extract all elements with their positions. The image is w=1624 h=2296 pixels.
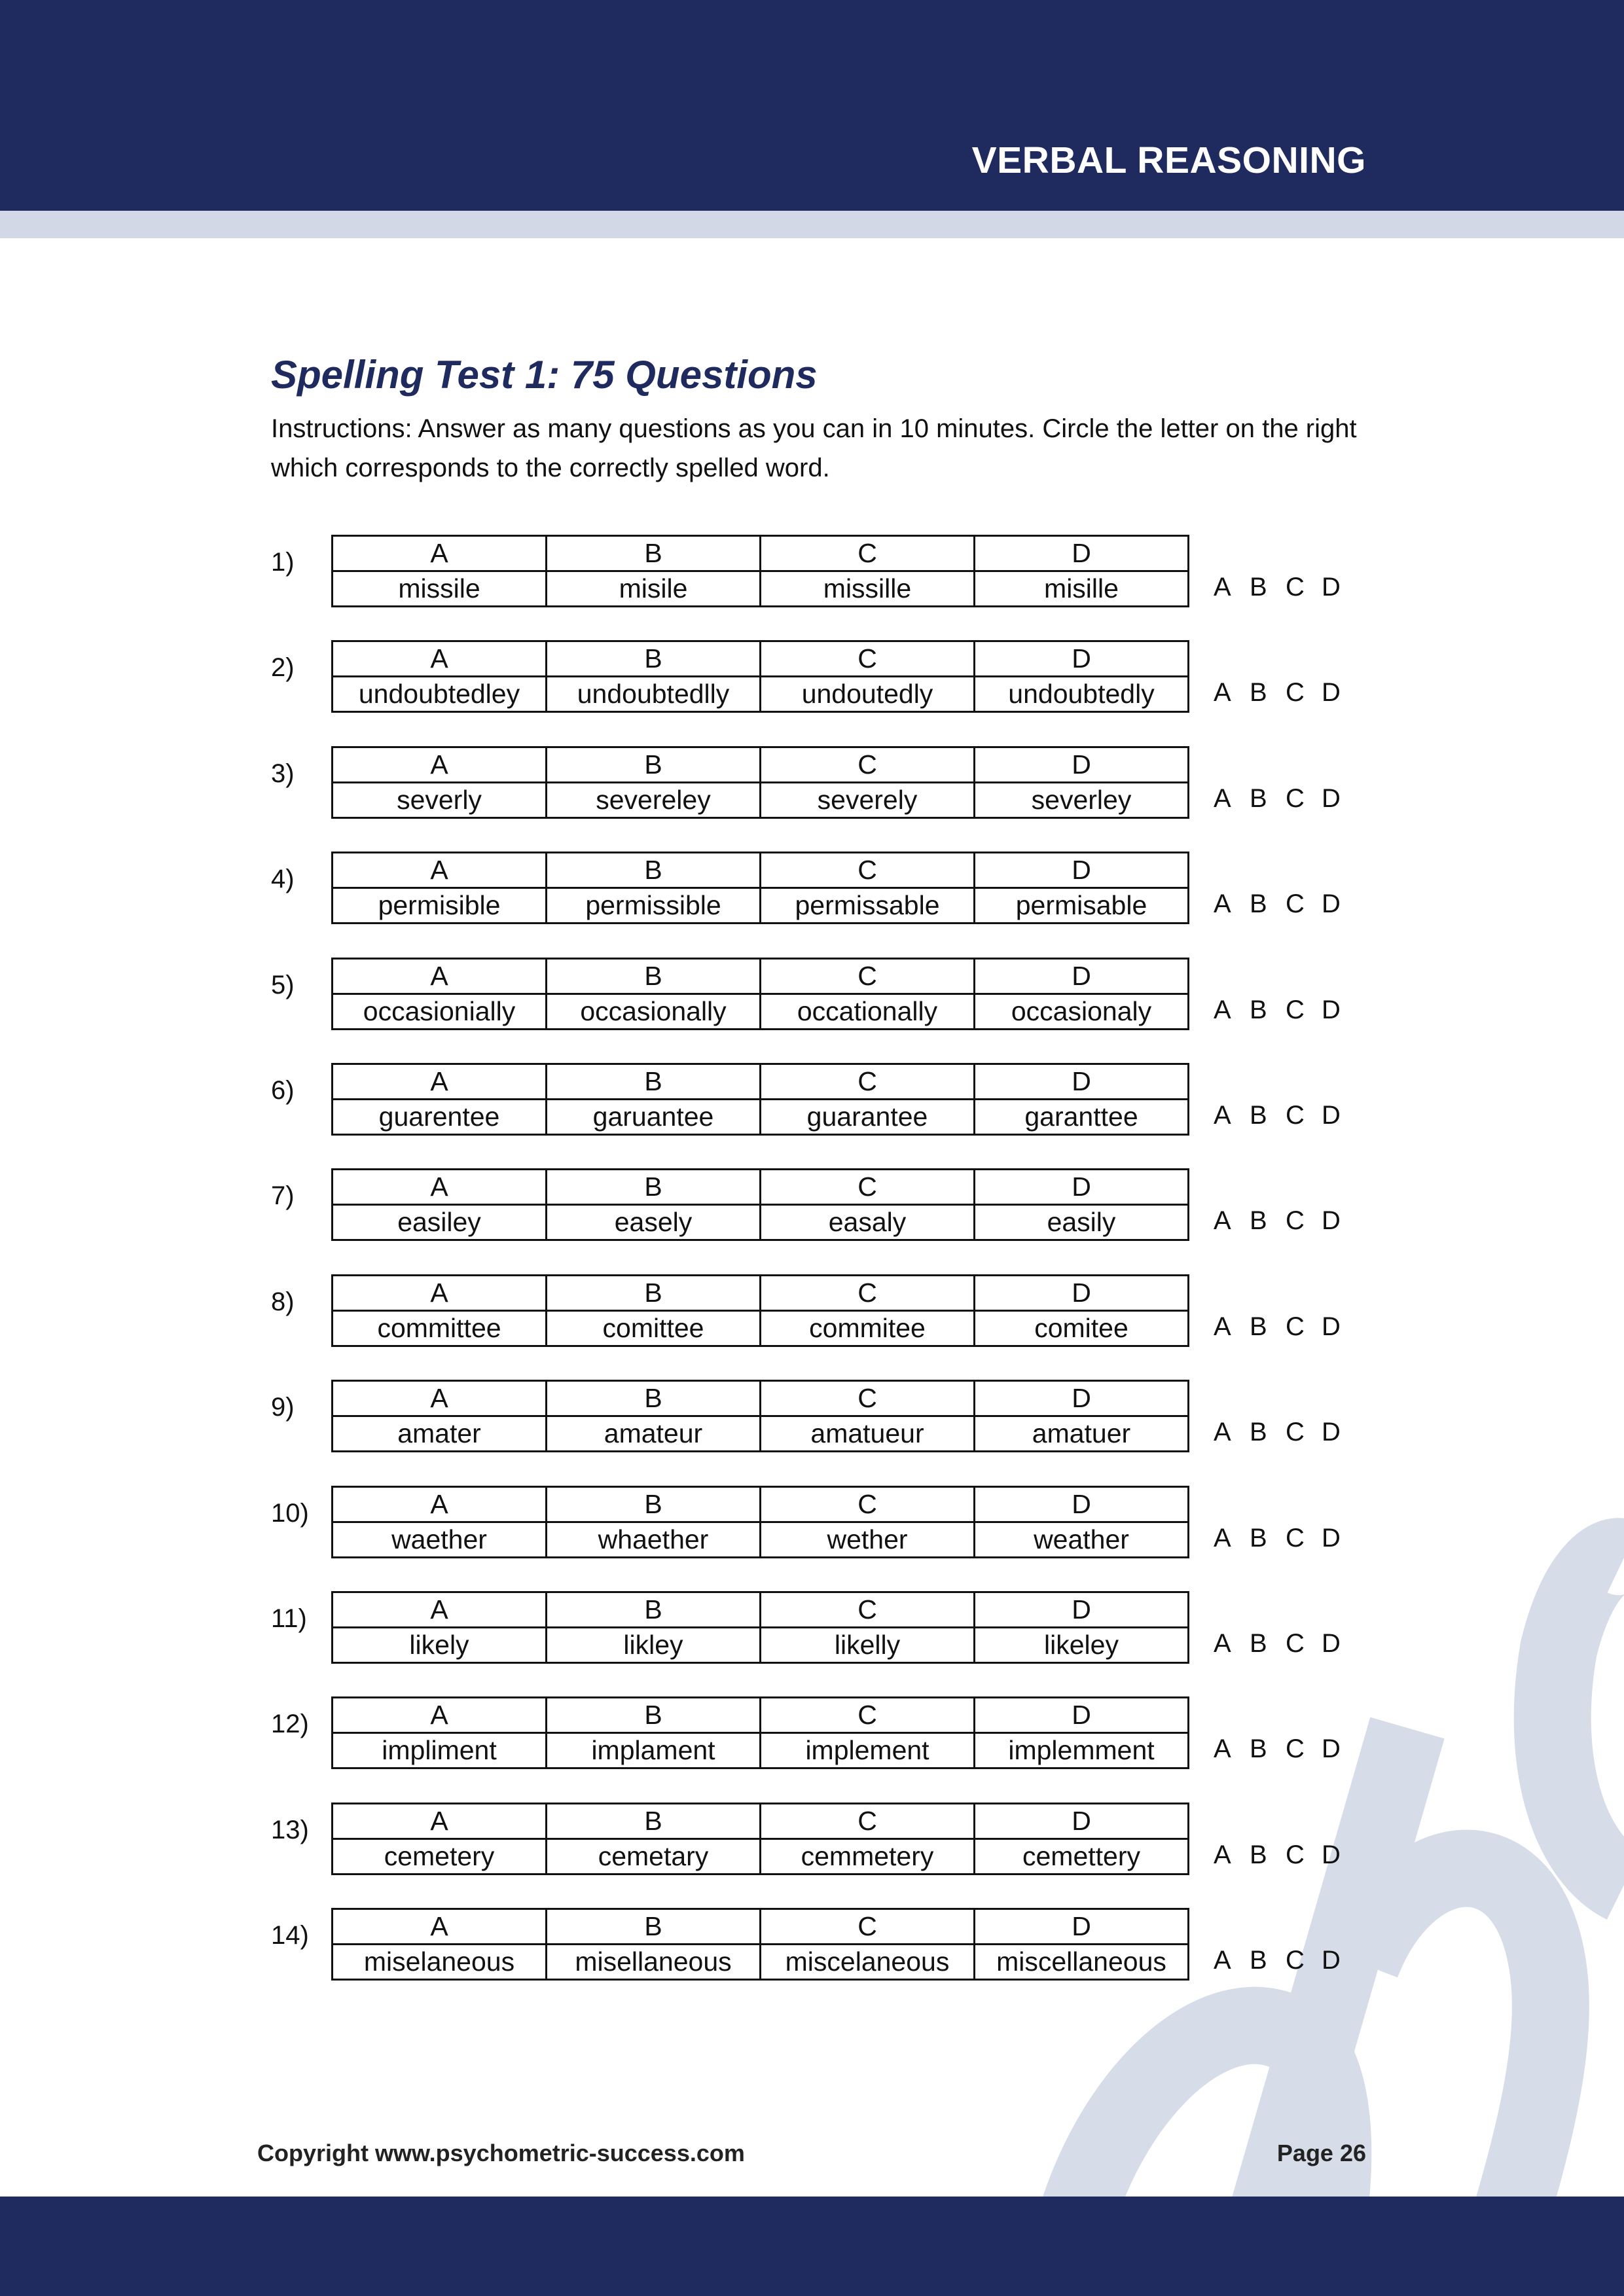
answer-letter[interactable]: C	[1286, 1101, 1305, 1130]
question-number: 8)	[271, 1287, 295, 1316]
answer-letter[interactable]: A	[1214, 1312, 1231, 1341]
question-row	[271, 640, 1384, 712]
option-word: cemetary	[547, 1839, 761, 1874]
option-letter-header: A	[333, 853, 547, 888]
answer-letter[interactable]: B	[1250, 1312, 1267, 1341]
answer-choices	[1214, 1418, 1358, 1447]
answer-letter[interactable]: D	[1322, 1629, 1341, 1658]
option-letter-header: D	[975, 1909, 1189, 1945]
answer-letter[interactable]: B	[1250, 889, 1267, 918]
option-letter-header: D	[975, 536, 1189, 571]
question-row	[271, 1803, 1384, 1874]
option-word: impliment	[333, 1733, 547, 1768]
answer-letter[interactable]: A	[1214, 889, 1231, 918]
option-letter-header: D	[975, 1804, 1189, 1839]
option-letter-header: B	[547, 1381, 761, 1416]
option-word: misellaneous	[547, 1945, 761, 1980]
answer-letter[interactable]: A	[1214, 784, 1231, 813]
option-letter-header: C	[761, 1064, 975, 1100]
option-letter-header: B	[547, 747, 761, 783]
question-row	[271, 1380, 1384, 1452]
option-letter-header: C	[761, 853, 975, 888]
option-word: guarantee	[761, 1100, 975, 1135]
option-letter-header: B	[547, 853, 761, 888]
answer-letter[interactable]: A	[1214, 1629, 1231, 1658]
answer-letter[interactable]: C	[1286, 573, 1305, 601]
answer-letter[interactable]: C	[1286, 996, 1305, 1024]
question-number: 6)	[271, 1076, 295, 1105]
option-letter-header: D	[975, 853, 1189, 888]
question-number: 12)	[271, 1710, 309, 1738]
option-word: cemmetery	[761, 1839, 975, 1874]
option-letter-header: C	[761, 1381, 975, 1416]
option-letter-header: B	[547, 1804, 761, 1839]
question-row	[271, 1274, 1384, 1346]
options-table	[331, 1908, 1189, 1981]
answer-letter[interactable]: C	[1286, 1524, 1305, 1552]
option-word: missile	[333, 571, 547, 607]
option-letter-header: D	[975, 1276, 1189, 1311]
answer-letter[interactable]: A	[1214, 573, 1231, 601]
option-letter-header: A	[333, 1170, 547, 1205]
option-word: implemment	[975, 1733, 1189, 1768]
option-word: miscelaneous	[761, 1945, 975, 1980]
option-word: miselaneous	[333, 1945, 547, 1980]
answer-choices	[1214, 1524, 1358, 1553]
answer-letter[interactable]: D	[1322, 784, 1341, 813]
option-letter-header: A	[333, 1592, 547, 1628]
question-number: 3)	[271, 759, 295, 788]
answer-letter[interactable]: D	[1322, 1734, 1341, 1763]
option-word: undoutedly	[761, 677, 975, 712]
option-letter-header: C	[761, 1170, 975, 1205]
answer-letter[interactable]: A	[1214, 1206, 1231, 1235]
option-word: severley	[975, 783, 1189, 818]
option-letter-header: C	[761, 747, 975, 783]
option-word: easiley	[333, 1205, 547, 1240]
answer-letter[interactable]: C	[1286, 889, 1305, 918]
answer-letter[interactable]: D	[1322, 1946, 1341, 1975]
option-word: commitee	[761, 1311, 975, 1346]
options-table	[331, 852, 1189, 924]
option-word: severely	[761, 783, 975, 818]
question-number: 7)	[271, 1181, 295, 1210]
answer-choices	[1214, 996, 1358, 1025]
option-letter-header: D	[975, 1698, 1189, 1733]
answer-letter[interactable]: B	[1250, 1101, 1267, 1130]
option-word: amatuer	[975, 1416, 1189, 1452]
option-letter-header: B	[547, 1698, 761, 1733]
option-word: amateur	[547, 1416, 761, 1452]
answer-letter[interactable]: A	[1214, 996, 1231, 1024]
options-table	[331, 1380, 1189, 1452]
instructions-text: Instructions: Answer as many questions as you can in 10 minutes. Circle the letter on the right which corresponds to the correctly spelled word.	[271, 414, 1357, 482]
option-letter-header: C	[761, 1592, 975, 1628]
option-word: permisible	[333, 888, 547, 924]
options-table	[331, 1063, 1189, 1136]
answer-letter[interactable]: D	[1322, 1312, 1341, 1341]
question-number: 1)	[271, 548, 295, 577]
answer-choices	[1214, 1946, 1358, 1975]
answer-letter[interactable]: B	[1250, 1418, 1267, 1446]
option-letter-header: B	[547, 1909, 761, 1945]
option-word: amater	[333, 1416, 547, 1452]
answer-letter[interactable]: A	[1214, 678, 1231, 707]
option-word: amatueur	[761, 1416, 975, 1452]
answer-choices	[1214, 678, 1358, 708]
answer-letter[interactable]: C	[1286, 1629, 1305, 1658]
question-number: 9)	[271, 1393, 295, 1422]
options-table	[331, 640, 1189, 713]
question-number: 10)	[271, 1499, 309, 1528]
option-letter-header: D	[975, 1487, 1189, 1522]
option-letter-header: A	[333, 1064, 547, 1100]
answer-choices	[1214, 1206, 1358, 1236]
answer-letter[interactable]: B	[1250, 1840, 1267, 1869]
header-band	[0, 0, 1624, 211]
option-letter-header: D	[975, 1170, 1189, 1205]
question-number: 2)	[271, 653, 295, 682]
option-word: comitee	[975, 1311, 1189, 1346]
options-table	[331, 958, 1189, 1030]
answer-letter[interactable]: D	[1322, 1418, 1341, 1446]
answer-letter[interactable]: D	[1322, 996, 1341, 1024]
option-word: likely	[333, 1628, 547, 1663]
answer-choices	[1214, 784, 1358, 814]
option-letter-header: A	[333, 641, 547, 677]
answer-letter[interactable]: A	[1214, 1840, 1231, 1869]
header-stripe	[0, 211, 1624, 238]
answer-choices	[1214, 1840, 1358, 1870]
option-letter-header: A	[333, 1487, 547, 1522]
option-letter-header: B	[547, 1487, 761, 1522]
question-row	[271, 1486, 1384, 1558]
question-row	[271, 958, 1384, 1030]
option-word: severeley	[547, 783, 761, 818]
answer-letter[interactable]: D	[1322, 678, 1341, 707]
footer-copyright: Copyright www.psychometric-success.com	[257, 2140, 745, 2166]
answer-letter[interactable]: B	[1250, 784, 1267, 813]
answer-letter[interactable]: B	[1250, 1734, 1267, 1763]
question-row	[271, 1168, 1384, 1240]
option-word: whaether	[547, 1522, 761, 1558]
options-table	[331, 535, 1189, 607]
option-word: permisable	[975, 888, 1189, 924]
option-letter-header: B	[547, 959, 761, 994]
option-word: occationally	[761, 994, 975, 1030]
option-word: implement	[761, 1733, 975, 1768]
option-letter-header: B	[547, 641, 761, 677]
options-table	[331, 1591, 1189, 1664]
answer-letter[interactable]: D	[1322, 1524, 1341, 1552]
option-letter-header: C	[761, 1487, 975, 1522]
option-letter-header: D	[975, 959, 1189, 994]
option-word: occasionally	[547, 994, 761, 1030]
question-number: 11)	[271, 1604, 307, 1633]
option-letter-header: B	[547, 1276, 761, 1311]
option-letter-header: C	[761, 1804, 975, 1839]
option-letter-header: A	[333, 1804, 547, 1839]
option-letter-header: B	[547, 1064, 761, 1100]
option-word: permissible	[547, 888, 761, 924]
answer-letter[interactable]: C	[1286, 784, 1305, 813]
answer-choices	[1214, 1312, 1358, 1342]
option-word: misille	[975, 571, 1189, 607]
answer-letter[interactable]: D	[1322, 889, 1341, 918]
answer-letter[interactable]: A	[1214, 1946, 1231, 1975]
option-word: likley	[547, 1628, 761, 1663]
question-row	[271, 746, 1384, 818]
answer-letter[interactable]: A	[1214, 1101, 1231, 1130]
section-title: VERBAL REASONING	[971, 139, 1366, 181]
answer-letter[interactable]: A	[1214, 1524, 1231, 1552]
option-word: undoubtedley	[333, 677, 547, 712]
answer-letter[interactable]: D	[1322, 573, 1341, 601]
answer-choices	[1214, 1101, 1358, 1130]
option-letter-header: C	[761, 1698, 975, 1733]
answer-letter[interactable]: C	[1286, 1946, 1305, 1975]
option-letter-header: C	[761, 536, 975, 571]
option-letter-header: C	[761, 641, 975, 677]
option-word: easily	[975, 1205, 1189, 1240]
option-word: permissable	[761, 888, 975, 924]
option-word: comittee	[547, 1311, 761, 1346]
options-table	[331, 1696, 1189, 1769]
option-letter-header: C	[761, 1909, 975, 1945]
option-letter-header: A	[333, 959, 547, 994]
option-word: easely	[547, 1205, 761, 1240]
footer-page-number: Page 26	[1276, 2140, 1366, 2166]
answer-choices	[1214, 573, 1358, 602]
option-letter-header: D	[975, 1064, 1189, 1100]
option-word: likeley	[975, 1628, 1189, 1663]
option-letter-header: A	[333, 1276, 547, 1311]
answer-letter[interactable]: B	[1250, 678, 1267, 707]
option-letter-header: B	[547, 536, 761, 571]
options-table	[331, 1274, 1189, 1347]
option-letter-header: D	[975, 747, 1189, 783]
answer-letter[interactable]: D	[1322, 1101, 1341, 1130]
option-word: waether	[333, 1522, 547, 1558]
answer-choices	[1214, 1629, 1358, 1659]
option-word: easaly	[761, 1205, 975, 1240]
option-letter-header: A	[333, 1909, 547, 1945]
answer-letter[interactable]: B	[1250, 573, 1267, 601]
question-row	[271, 1591, 1384, 1663]
options-table	[331, 746, 1189, 819]
option-word: undoubtedly	[975, 677, 1189, 712]
question-row	[271, 1063, 1384, 1135]
answer-letter[interactable]: B	[1250, 996, 1267, 1024]
option-word: garanttee	[975, 1100, 1189, 1135]
option-word: cemettery	[975, 1839, 1189, 1874]
answer-letter[interactable]: C	[1286, 1312, 1305, 1341]
option-letter-header: C	[761, 1276, 975, 1311]
option-letter-header: A	[333, 747, 547, 783]
answer-letter[interactable]: C	[1286, 1734, 1305, 1763]
option-word: severly	[333, 783, 547, 818]
option-word: wether	[761, 1522, 975, 1558]
option-letter-header: A	[333, 1698, 547, 1733]
answer-letter[interactable]: C	[1286, 678, 1305, 707]
option-word: undoubtedlly	[547, 677, 761, 712]
answer-letter[interactable]: C	[1286, 1418, 1305, 1446]
question-row	[271, 1696, 1384, 1768]
answer-letter[interactable]: D	[1322, 1840, 1341, 1869]
option-letter-header: D	[975, 641, 1189, 677]
question-number: 13)	[271, 1816, 309, 1844]
answer-letter[interactable]: B	[1250, 1524, 1267, 1552]
options-table	[331, 1486, 1189, 1558]
options-table	[331, 1168, 1189, 1241]
question-number: 4)	[271, 865, 295, 893]
option-word: garuantee	[547, 1100, 761, 1135]
option-letter-header: C	[761, 959, 975, 994]
option-word: likelly	[761, 1628, 975, 1663]
answer-letter[interactable]: B	[1250, 1629, 1267, 1658]
option-word: guarentee	[333, 1100, 547, 1135]
option-letter-header: D	[975, 1592, 1189, 1628]
option-word: missille	[761, 571, 975, 607]
question-number: 5)	[271, 971, 295, 999]
option-word: occasionaly	[975, 994, 1189, 1030]
option-word: implament	[547, 1733, 761, 1768]
option-word: misile	[547, 571, 761, 607]
option-letter-header: B	[547, 1592, 761, 1628]
test-title: Spelling Test 1: 75 Questions	[271, 353, 818, 397]
option-letter-header: A	[333, 536, 547, 571]
answer-letter[interactable]: A	[1214, 1418, 1231, 1446]
answer-choices	[1214, 889, 1358, 919]
answer-letter[interactable]: B	[1250, 1206, 1267, 1235]
answer-choices	[1214, 1734, 1358, 1764]
option-word: cemetery	[333, 1839, 547, 1874]
option-word: weather	[975, 1522, 1189, 1558]
answer-letter[interactable]: A	[1214, 1734, 1231, 1763]
option-letter-header: D	[975, 1381, 1189, 1416]
option-word: miscellaneous	[975, 1945, 1189, 1980]
options-table	[331, 1803, 1189, 1875]
question-row	[271, 535, 1384, 607]
answer-letter[interactable]: D	[1322, 1206, 1341, 1235]
answer-letter[interactable]: B	[1250, 1946, 1267, 1975]
answer-letter[interactable]: C	[1286, 1206, 1305, 1235]
question-row	[271, 1908, 1384, 1980]
question-row	[271, 852, 1384, 924]
option-letter-header: B	[547, 1170, 761, 1205]
option-word: occasionially	[333, 994, 547, 1030]
answer-letter[interactable]: C	[1286, 1840, 1305, 1869]
option-letter-header: A	[333, 1381, 547, 1416]
footer-band	[0, 2197, 1624, 2296]
question-number: 14)	[271, 1921, 309, 1950]
option-word: committee	[333, 1311, 547, 1346]
